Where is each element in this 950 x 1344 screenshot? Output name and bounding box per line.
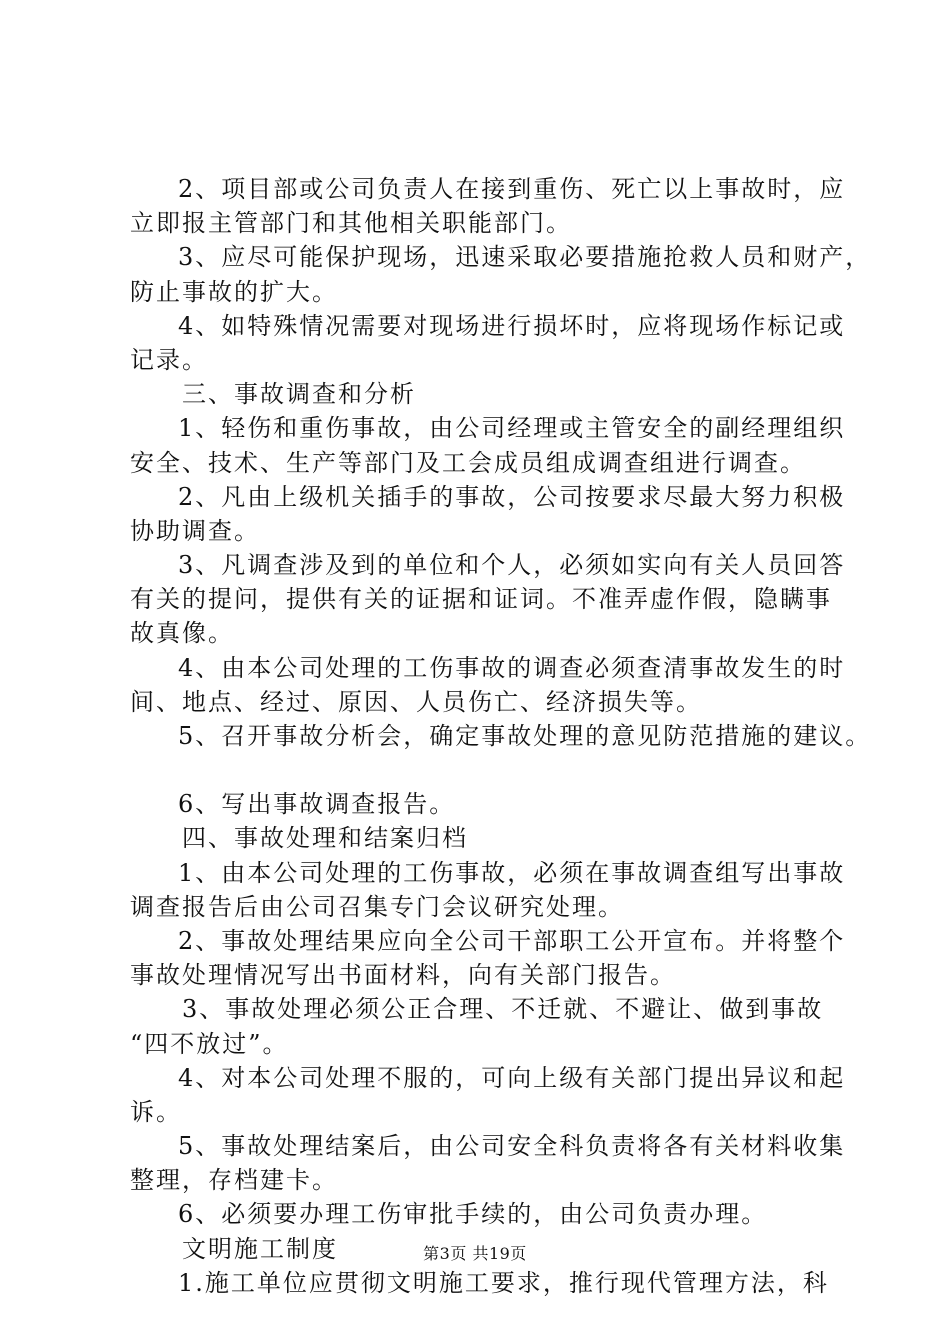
section-heading: 四、事故处理和结案归档	[182, 824, 468, 853]
paragraph-line: 1、由本公司处理的工伤事故，必须在事故调查组写出事故	[178, 858, 846, 887]
paragraph-line: “四不放过”。	[130, 1029, 289, 1058]
paragraph-line: 4、由本公司处理的工伤事故的调查必须查清事故发生的时	[178, 653, 846, 682]
paragraph-line: 调查报告后由公司召集专门会议研究处理。	[130, 892, 624, 921]
paragraph-line: 6、必须要办理工伤审批手续的，由公司负责办理。	[178, 1200, 768, 1229]
paragraph-gap	[130, 753, 850, 787]
document-body	[130, 172, 872, 1300]
paragraph-line: 故真像。	[130, 619, 234, 648]
paragraph-line: 立即报主管部门和其他相关职能部门。	[130, 209, 572, 238]
paragraph-line: 6、写出事故调查报告。	[178, 790, 456, 819]
paragraph-line: 2、凡由上级机关插手的事故，公司按要求尽最大努力积极	[178, 482, 846, 511]
paragraph-line: 3、凡调查涉及到的单位和个人，必须如实向有关人员回答	[178, 551, 846, 580]
paragraph-line: 间、地点、经过、原因、人员伤亡、经济损失等。	[130, 687, 702, 716]
section-heading: 文明施工制度	[182, 1234, 338, 1263]
page-footer: 第3页 共19页	[423, 1244, 527, 1263]
paragraph-line: 整理，存档建卡。	[130, 1166, 338, 1195]
paragraph-line: 安全、技术、生产等部门及工会成员组成调查组进行调查。	[130, 448, 806, 477]
paragraph-line: 有关的提问，提供有关的证据和证词。不准弄虚作假，隐瞒事	[130, 585, 832, 614]
paragraph-line: 防止事故的扩大。	[130, 277, 338, 306]
paragraph-line: 4、对本公司处理不服的，可向上级有关部门提出异议和起	[178, 1063, 846, 1092]
paragraph-line: 5、事故处理结案后，由公司安全科负责将各有关材料收集	[178, 1132, 846, 1161]
paragraph-line: 诉。	[130, 1097, 182, 1126]
paragraph-line: 1、轻伤和重伤事故，由公司经理或主管安全的副经理组织	[178, 414, 846, 443]
paragraph-line: 记录。	[130, 345, 208, 374]
paragraph-line: 5、召开事故分析会，确定事故处理的意见防范措施的建议。	[178, 722, 872, 750]
paragraph-line: 1.施工单位应贯彻文明施工要求，推行现代管理方法，科	[178, 1268, 829, 1297]
paragraph-line: 3、事故处理必须公正合理、不迁就、不避让、做到事故	[182, 995, 824, 1024]
paragraph-line: 2、项目部或公司负责人在接到重伤、死亡以上事故时，应	[178, 175, 846, 203]
paragraph-line: 4、如特殊情况需要对现场进行损坏时，应将现场作标记或	[178, 311, 846, 340]
paragraph-line: 3、应尽可能保护现场，迅速采取必要措施抢救人员和财产，	[178, 243, 872, 272]
section-heading: 三、事故调查和分析	[182, 380, 416, 409]
paragraph-line: 2、事故处理结果应向全公司干部职工公开宣布。并将整个	[178, 926, 846, 955]
paragraph-line: 协助调查。	[130, 516, 260, 545]
paragraph-line: 事故处理情况写出书面材料，向有关部门报告。	[130, 961, 676, 990]
